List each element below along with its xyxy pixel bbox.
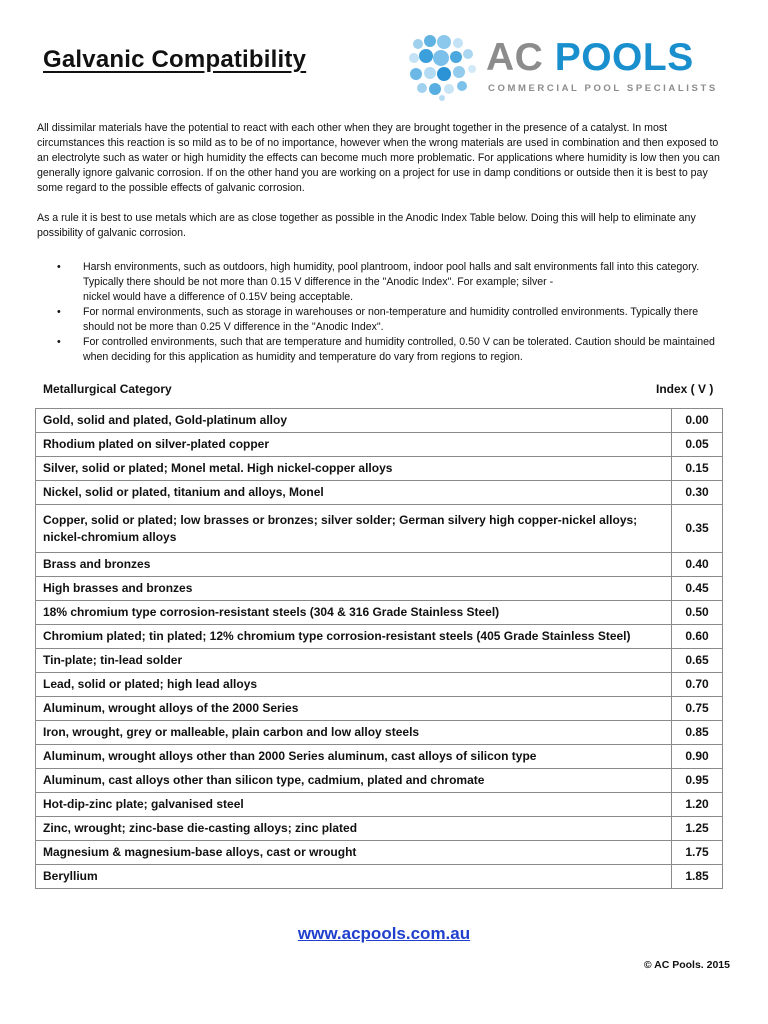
index-cell: 0.75	[672, 697, 723, 721]
index-cell: 1.85	[672, 865, 723, 889]
category-cell: Gold, solid and plated, Gold-platinum alloy	[36, 409, 672, 433]
list-item	[37, 305, 731, 335]
index-cell: 0.15	[672, 457, 723, 481]
bullet-text: For controlled environments, such that are temperature and humidity controlled, 0.50 V can be tolerated. Caution should be maintained when deciding for this application as humidity and temperature do vary from regions to region.	[83, 336, 715, 363]
logo-tagline: COMMERCIAL POOL SPECIALISTS	[488, 83, 718, 94]
table-row	[36, 409, 723, 433]
index-cell: 0.90	[672, 745, 723, 769]
intro-paragraph-1: All dissimilar materials have the potential to react with each other when they are brought together in the presence of a catalyst. In most circumstances this reaction is so mild as to be of no importance, however when the wrong materials are used in combination and then exposed to an electrolyte such as water or high humidity the effects can become much more problematic. For applications where humidity is low then you can generally ignore galvanic corrosion. If on the other hand you are working on a project for use in damp conditions or outside then it is best to pay some regard to the possible effects of galvanic corrosion.	[37, 122, 720, 194]
category-cell: Tin-plate; tin-lead solder	[36, 649, 672, 673]
category-cell: Silver, solid or plated; Monel metal. High nickel-copper alloys	[36, 457, 672, 481]
page-title: Galvanic Compatibility	[43, 46, 307, 73]
index-cell: 1.25	[672, 817, 723, 841]
table-row	[36, 697, 723, 721]
logo-bubbles-icon	[408, 34, 488, 102]
table-row	[36, 673, 723, 697]
index-cell: 0.70	[672, 673, 723, 697]
table-row	[36, 769, 723, 793]
category-cell: Aluminum, wrought alloys of the 2000 Series	[36, 697, 672, 721]
index-cell: 0.30	[672, 481, 723, 505]
index-cell: 0.40	[672, 553, 723, 577]
table-row	[36, 793, 723, 817]
category-cell: Iron, wrought, grey or malleable, plain carbon and low alloy steels	[36, 721, 672, 745]
table-row	[36, 745, 723, 769]
category-cell: Nickel, solid or plated, titanium and alloys, Monel	[36, 481, 672, 505]
index-cell: 0.50	[672, 601, 723, 625]
website-link[interactable]: www.acpools.com.au	[297, 924, 471, 943]
table-row	[36, 841, 723, 865]
category-cell: 18% chromium type corrosion-resistant steels (304 & 316 Grade Stainless Steel)	[36, 601, 672, 625]
table-row	[36, 649, 723, 673]
index-cell: 1.20	[672, 793, 723, 817]
table-row	[36, 721, 723, 745]
index-cell: 0.65	[672, 649, 723, 673]
company-logo	[408, 34, 738, 104]
index-cell: 0.60	[672, 625, 723, 649]
table-row	[36, 481, 723, 505]
index-cell: 0.00	[672, 409, 723, 433]
category-cell: Copper, solid or plated; low brasses or bronzes; silver solder; German silvery high copper-nickel alloys; nickel-chromium alloys	[36, 505, 672, 553]
table-row	[36, 433, 723, 457]
logo-name	[486, 36, 694, 80]
column-header-category: Metallurgical Category	[43, 382, 172, 396]
category-cell: Aluminum, cast alloys other than silicon type, cadmium, plated and chromate	[36, 769, 672, 793]
category-cell: Hot-dip-zinc plate; galvanised steel	[36, 793, 672, 817]
column-header-index: Index ( V )	[656, 382, 714, 396]
index-cell: 0.45	[672, 577, 723, 601]
category-cell: Magnesium & magnesium-base alloys, cast or wrought	[36, 841, 672, 865]
table-row	[36, 457, 723, 481]
list-item	[37, 260, 731, 305]
bullet-icon: •	[57, 306, 61, 318]
table-row	[36, 601, 723, 625]
bullet-icon: •	[57, 261, 61, 273]
category-cell: Chromium plated; tin plated; 12% chromium type corrosion-resistant steels (405 Grade Stainless Steel)	[36, 625, 672, 649]
bullet-text-continued: nickel would have a difference of 0.15V being acceptable.	[83, 291, 354, 303]
table-row	[36, 553, 723, 577]
table-row	[36, 625, 723, 649]
index-cell: 0.95	[672, 769, 723, 793]
category-cell: Aluminum, wrought alloys other than 2000 Series aluminum, cast alloys of silicon type	[36, 745, 672, 769]
category-cell: Brass and bronzes	[36, 553, 672, 577]
category-cell: High brasses and bronzes	[36, 577, 672, 601]
logo-name-ac: AC	[486, 36, 544, 79]
bullet-text: For normal environments, such as storage in warehouses or non-temperature and humidity controlled environments. Typically there should not be more than 0.25 V difference in the "Anodic Index".	[83, 306, 699, 333]
table-row	[36, 505, 723, 553]
list-item	[37, 335, 731, 365]
copyright-notice: © AC Pools. 2015	[643, 959, 730, 971]
table-row	[36, 865, 723, 889]
category-cell: Lead, solid or plated; high lead alloys	[36, 673, 672, 697]
anodic-index-table	[35, 408, 723, 889]
index-cell: 1.75	[672, 841, 723, 865]
index-cell: 0.35	[672, 505, 723, 553]
category-cell: Zinc, wrought; zinc-base die-casting alloys; zinc plated	[36, 817, 672, 841]
bullet-text: Harsh environments, such as outdoors, high humidity, pool plantroom, indoor pool halls and salt environments fall into this category. Typically there should be not more than 0.15 V difference in the "Anodic Index". For example; silver -	[83, 261, 700, 288]
bullet-icon: •	[57, 336, 61, 348]
category-cell: Beryllium	[36, 865, 672, 889]
environment-guidelines-list	[37, 260, 731, 365]
logo-name-pools: POOLS	[554, 36, 694, 79]
intro-paragraph-2: As a rule it is best to use metals which are as close together as possible in the Anodic Index Table below. Doing this will help to eliminate any possibility of galvanic corrosion.	[37, 212, 696, 239]
table-row	[36, 817, 723, 841]
table-row	[36, 577, 723, 601]
index-cell: 0.85	[672, 721, 723, 745]
category-cell: Rhodium plated on silver-plated copper	[36, 433, 672, 457]
index-cell: 0.05	[672, 433, 723, 457]
